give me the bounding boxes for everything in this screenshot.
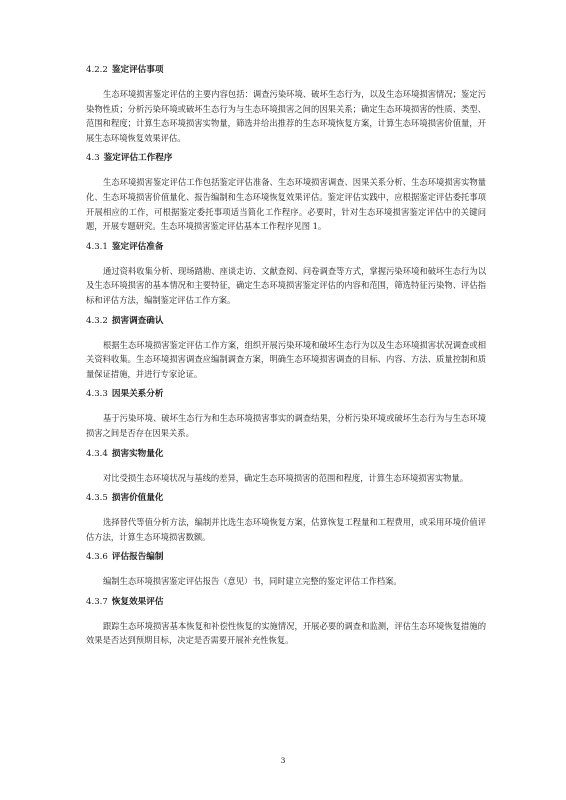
- section-heading-4-3-6: [86, 551, 486, 563]
- section-heading-4-3-7: [86, 596, 486, 608]
- section-heading-4-3-3: [86, 388, 486, 400]
- section-title: 损害调查确认: [111, 315, 164, 326]
- section-number: 4.3.5: [86, 493, 108, 504]
- section-paragraph-4-3-4: 对比受损生态环境状况与基线的差异，确定生态环境损害的范围和程度，计算生态环境损害实物量。: [103, 472, 469, 483]
- section-title: 恢复效果评估: [111, 596, 164, 607]
- page-content: [86, 64, 486, 648]
- section-paragraph-4-3-6: 编制生态环境损害鉴定评估报告（意见）书，同时建立完整的鉴定评估工作档案。: [103, 576, 402, 587]
- section-heading-4-3: [86, 152, 486, 164]
- section-paragraph-4-3-7: 跟踪生态环境损害基本恢复和补偿性恢复的实施情况，开展必要的调查和监测，评估生态环境恢复措施的效果是否达到预期目标，决定是否需要开展补充性恢复。: [86, 620, 486, 646]
- section-heading-4-3-5: [86, 492, 486, 504]
- section-title: 评估报告编制: [111, 552, 164, 563]
- section-number: 4.3.7: [86, 596, 108, 607]
- section-heading-4-3-1: [86, 241, 486, 253]
- section-title: 鉴定评估工作程序: [103, 153, 173, 164]
- section-paragraph-4-3: 生态环境损害鉴定评估工作包括鉴定评估准备、生态环境损害调查、因果关系分析、生态环境损害实物量化、生态环境损害价值量化、报告编制和生态环境恢复效果评估。鉴定评估实践中，应根据鉴定评估委托事项开展相应的工作，可根据鉴定委托事项适当简化工作程序。必要时，针对生态环境损害鉴定评估中的关键问题，开展专题研究。生态环境损害鉴定评估基本工作程序见图 1。: [86, 177, 486, 232]
- section-paragraph-4-3-5: 选择替代等值分析方法，编制并比选生态环境恢复方案，估算恢复工程量和工程费用，或采用环境价值评估方法，计算生态环境损害数额。: [86, 517, 486, 542]
- section-paragraph-4-3-2: 根据生态环境损害鉴定评估工作方案，组织开展污染环境和破坏生态行为以及生态环境损害状况调查或相关资料收集。生态环境损害调查应编制调查方案，明确生态环境损害调查的目标、内容、方法、质量控制和质量保证措施，并进行专家论证。: [86, 339, 486, 379]
- section-heading-4-2-2: [86, 64, 486, 76]
- section-title: 损害实物量化: [111, 448, 164, 459]
- section-heading-4-3-2: [86, 315, 486, 327]
- section-number: 4.3.4: [86, 448, 108, 459]
- section-heading-4-3-4: [86, 448, 486, 460]
- section-number: 4.3.1: [86, 241, 108, 252]
- section-title: 鉴定评估事项: [111, 65, 164, 75]
- section-number: 4.3.3: [86, 389, 108, 400]
- section-title: 损害价值量化: [111, 493, 164, 504]
- section-paragraph-4-3-1: 通过资料收集分析、现场踏勘、座谈走访、文献查阅、问卷调查等方式，掌握污染环境和破坏生态行为以及生态环境损害的基本情况和主要特征，确定生态环境损害鉴定评估的内容和范围，筛选特征污染物、评估指标和评估方法，编制鉴定评估工作方案。: [86, 265, 486, 305]
- page-number: 3: [280, 756, 286, 765]
- section-paragraph-4-2-2: 生态环境损害鉴定评估的主要内容包括：调查污染环境、破坏生态行为，以及生态环境损害情况；鉴定污染物性质；分析污染环境或破坏生态行为与生态环境损害之间的因果关系；确定生态环境损害的性质、类型、范围和程度；计算生态环境损害实物量，筛选并给出推荐的生态环境恢复方案，计算生态环境损害价值量，开展生态环境恢复效果评估。: [86, 89, 486, 143]
- section-number: 4.3.6: [86, 552, 108, 563]
- section-paragraph-4-3-3: 基于污染环境、破坏生态行为和生态环境损害事实的调查结果，分析污染环境或破坏生态行为与生态环境损害之间是否存在因果关系。: [86, 413, 486, 438]
- section-title: 因果关系分析: [111, 389, 164, 400]
- section-number: 4.2.2: [86, 65, 108, 75]
- section-title: 鉴定评估准备: [111, 241, 164, 252]
- section-number: 4.3: [86, 153, 100, 164]
- section-number: 4.3.2: [86, 315, 108, 326]
